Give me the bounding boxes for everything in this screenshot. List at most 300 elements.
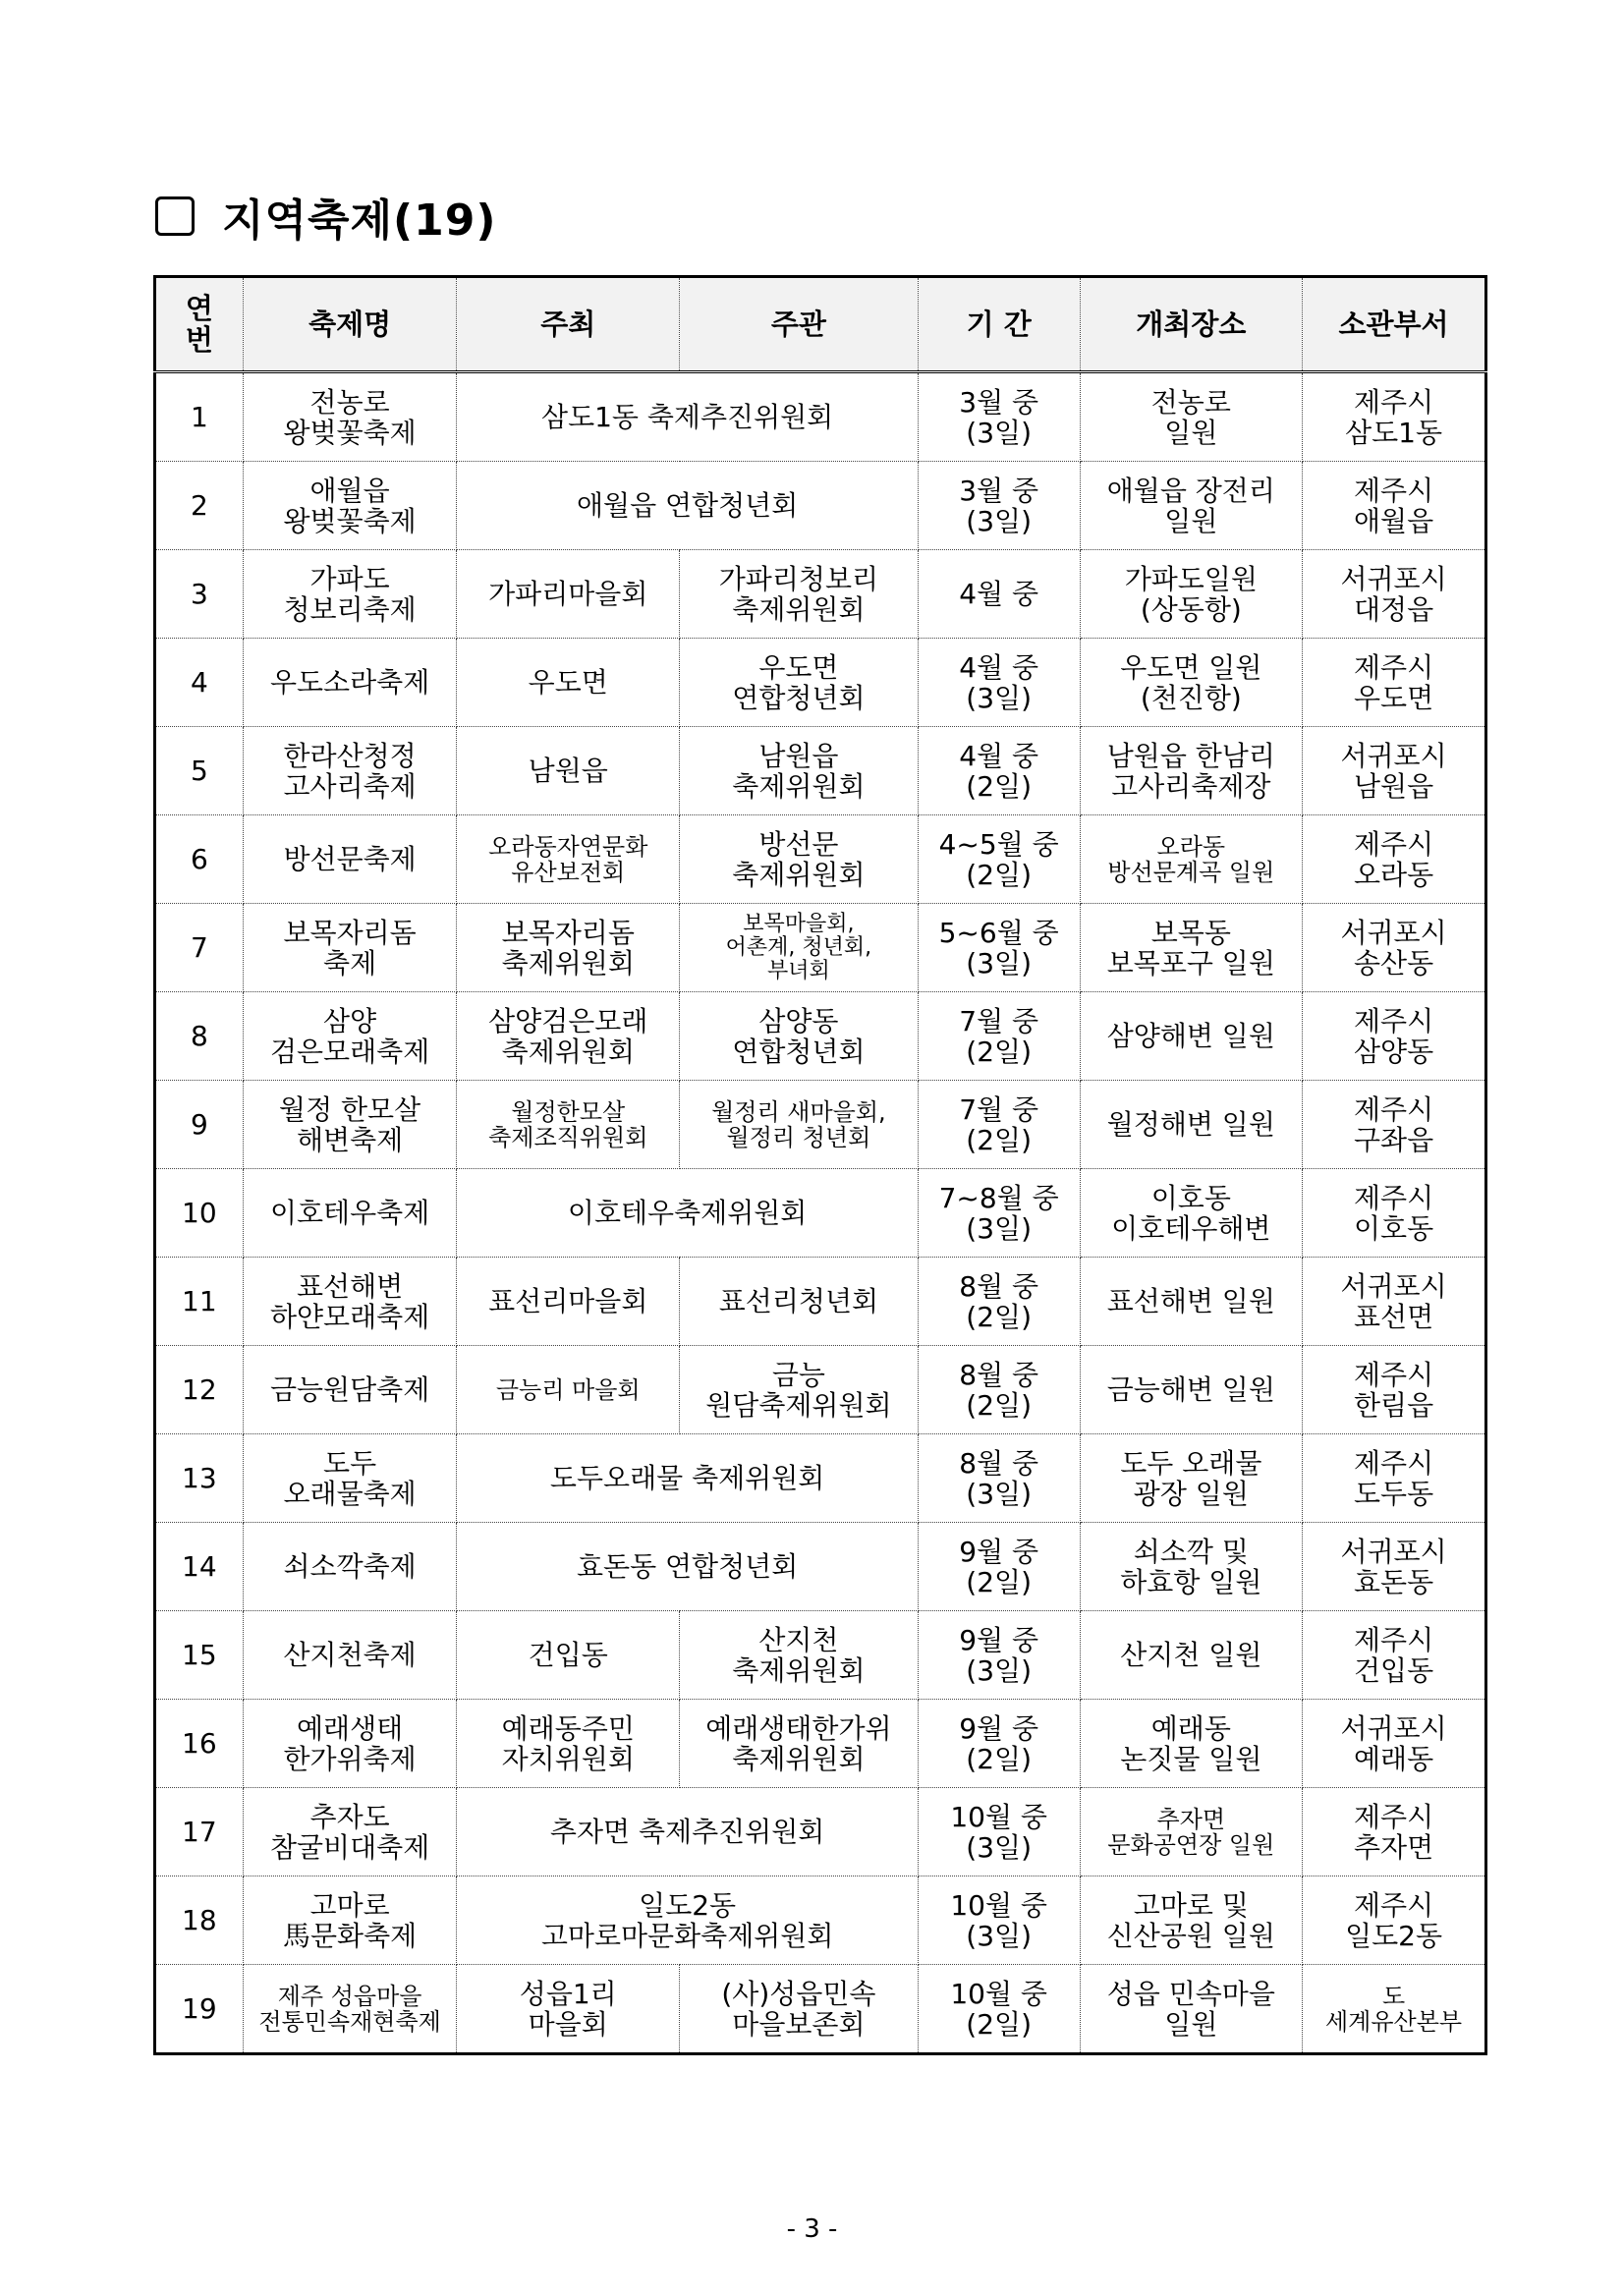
cell-line: 금능 (771, 1358, 825, 1391)
cell-period (918, 1258, 1080, 1346)
cell-order: 4 (155, 639, 244, 727)
cell-line: 서귀포시 (1340, 1269, 1447, 1303)
checkbox-icon (155, 196, 195, 236)
cell-host-organizer: 추자면 축제추진위원회 (457, 1788, 918, 1876)
cell-line: 이호테우축제 (269, 1197, 430, 1229)
cell-period (918, 372, 1080, 462)
cell-line: 축제위원회 (732, 1653, 866, 1687)
cell-order: 3 (155, 550, 244, 639)
cell-dept (1303, 1700, 1486, 1788)
cell-order: 13 (155, 1434, 244, 1523)
cell-order: 10 (155, 1169, 244, 1258)
cell-line: 금능해변 일원 (1106, 1373, 1275, 1406)
cell-line: 오라동 (1353, 858, 1434, 891)
header-order: 연 번 (155, 277, 244, 372)
cell-line: 도 (1381, 1982, 1406, 2010)
cell-line: (2일) (966, 1035, 1033, 1068)
cell-venue (1080, 992, 1303, 1081)
cell-line: 보목포구 일원 (1106, 946, 1275, 980)
cell-dept (1303, 1965, 1486, 2054)
cell-line: 일도2동 (1345, 1919, 1443, 1952)
cell-line: 제주시 (1353, 1446, 1434, 1480)
cell-line: 삼양해변 일원 (1106, 1020, 1275, 1052)
festival-table (153, 275, 1487, 2055)
cell-period (918, 1346, 1080, 1434)
cell-line: 하효항 일원 (1120, 1565, 1262, 1598)
cell-line: 추자면 (1156, 1805, 1226, 1833)
cell-venue (1080, 1258, 1303, 1346)
table-row (155, 1169, 1486, 1258)
cell-line: (3일) (966, 681, 1033, 714)
table-row (155, 639, 1486, 727)
section-title (155, 187, 496, 246)
cell-venue (1080, 1965, 1303, 2054)
cell-line: 남원읍 (758, 739, 839, 772)
table-row (155, 727, 1486, 815)
table-row (155, 1434, 1486, 1523)
cell-order: 18 (155, 1876, 244, 1965)
cell-line: 우도면 (528, 666, 608, 699)
cell-organizer (680, 1258, 919, 1346)
table-header-row (155, 277, 1486, 372)
cell-festival-name (243, 904, 457, 992)
cell-line: 8월 중 (959, 1358, 1039, 1391)
cell-dept (1303, 1611, 1486, 1700)
cell-line: 금능리 마을회 (495, 1375, 641, 1404)
cell-organizer (680, 992, 919, 1081)
cell-line: 제주시 (1353, 1092, 1434, 1126)
cell-venue (1080, 1523, 1303, 1611)
cell-venue (1080, 727, 1303, 815)
cell-line: 효돈동 (1353, 1565, 1434, 1598)
cell-line: 월정리 새마을회, (711, 1097, 886, 1126)
cell-line: 예래생태한가위 (705, 1711, 892, 1745)
cell-line: 예래동주민 (501, 1711, 635, 1745)
cell-line: 10월 중 (950, 1888, 1047, 1922)
cell-line: (3일) (966, 1830, 1033, 1864)
cell-venue (1080, 815, 1303, 904)
cell-line: 8월 중 (959, 1269, 1039, 1303)
cell-period (918, 1700, 1080, 1788)
cell-line: 축제위원회 (732, 858, 866, 891)
cell-line: 예래생태 (297, 1711, 404, 1745)
cell-dept (1303, 1788, 1486, 1876)
cell-line: 월정해변 일원 (1106, 1108, 1275, 1141)
cell-venue (1080, 1700, 1303, 1788)
cell-line: 남원읍 (1353, 769, 1434, 803)
cell-line: 연합청년회 (732, 681, 866, 714)
cell-line: 일원 (1164, 416, 1218, 449)
cell-line: 쇠소깍축제 (283, 1550, 417, 1583)
cell-festival-name (243, 815, 457, 904)
cell-order: 6 (155, 815, 244, 904)
cell-line: 이호동 (1150, 1181, 1231, 1214)
cell-dept (1303, 1523, 1486, 1611)
cell-line: 산지천축제 (283, 1639, 417, 1671)
cell-dept (1303, 462, 1486, 550)
cell-order: 8 (155, 992, 244, 1081)
cell-festival-name (243, 1169, 457, 1258)
cell-line: (3일) (966, 504, 1033, 537)
cell-line: 제주시 (1353, 1004, 1434, 1037)
cell-line: 고마로 및 (1133, 1888, 1249, 1922)
table-row (155, 904, 1486, 992)
cell-period (918, 1788, 1080, 1876)
cell-line: 방선문 (758, 827, 839, 861)
table-row (155, 992, 1486, 1081)
page-title: 지역축제(19) (222, 196, 497, 246)
cell-venue (1080, 550, 1303, 639)
cell-line: 해변축제 (297, 1123, 404, 1156)
cell-period (918, 1876, 1080, 1965)
cell-line: 애월읍 (1353, 504, 1434, 537)
cell-line: 고사리축제장 (1111, 769, 1271, 803)
cell-line: 제주시 (1353, 1800, 1434, 1833)
cell-dept (1303, 550, 1486, 639)
cell-line: 한라산청정 (283, 739, 417, 772)
cell-line: 세계유산본부 (1325, 2007, 1463, 2036)
cell-period (918, 1081, 1080, 1169)
cell-line: (상동항) (1140, 592, 1242, 626)
page-number: - 3 - (786, 2214, 838, 2244)
cell-line: 제주시 (1353, 1623, 1434, 1656)
cell-venue (1080, 1169, 1303, 1258)
cell-dept (1303, 372, 1486, 462)
cell-line: 표선리청년회 (718, 1285, 879, 1317)
cell-line: 한가위축제 (283, 1742, 417, 1775)
cell-line: 제주시 (1353, 650, 1434, 684)
cell-festival-name (243, 1965, 457, 2054)
cell-line: 왕벚꽃축제 (283, 416, 417, 449)
cell-line: 서귀포시 (1340, 916, 1447, 949)
cell-festival-name (243, 639, 457, 727)
cell-line: 우도면 (1353, 681, 1434, 714)
cell-line: 성읍 민속마을 (1106, 1977, 1275, 2010)
header-name: 축제명 (243, 277, 457, 372)
cell-dept (1303, 727, 1486, 815)
cell-venue (1080, 1876, 1303, 1965)
cell-line: 남원읍 한남리 (1106, 739, 1275, 772)
header-organizer: 주관 (680, 277, 919, 372)
cell-line: 보목자리돔 (283, 916, 417, 949)
cell-line: 가파도일원 (1124, 562, 1258, 595)
cell-organizer (680, 904, 919, 992)
cell-venue (1080, 1081, 1303, 1169)
cell-line: 7월 중 (959, 1004, 1039, 1037)
cell-line: 예래동 (1150, 1711, 1231, 1745)
cell-line: 자치위원회 (501, 1742, 635, 1775)
cell-line: 가파도 (309, 562, 390, 595)
cell-venue (1080, 372, 1303, 462)
cell-line: 예래동 (1353, 1742, 1434, 1775)
cell-order: 2 (155, 462, 244, 550)
cell-line: 구좌읍 (1353, 1123, 1434, 1156)
cell-line: 방선문축제 (283, 843, 417, 875)
cell-line: 삼양동 (1353, 1035, 1434, 1068)
cell-host (457, 1346, 680, 1434)
cell-period (918, 904, 1080, 992)
cell-dept (1303, 1081, 1486, 1169)
cell-line: (2일) (966, 1742, 1033, 1775)
cell-period (918, 815, 1080, 904)
table-row (155, 1081, 1486, 1169)
cell-venue (1080, 1434, 1303, 1523)
cell-line: 연합청년회 (732, 1035, 866, 1068)
cell-line: 가파리청보리 (718, 562, 879, 595)
table-row (155, 372, 1486, 462)
cell-host (457, 1258, 680, 1346)
cell-line: 도두 (323, 1446, 377, 1480)
cell-line: 표선면 (1353, 1300, 1434, 1333)
cell-line: 서귀포시 (1340, 739, 1447, 772)
cell-line: 청보리축제 (283, 592, 417, 626)
cell-host (457, 550, 680, 639)
cell-host-organizer: 효돈동 연합청년회 (457, 1523, 918, 1611)
cell-line: 건입동 (528, 1639, 608, 1671)
cell-period (918, 1169, 1080, 1258)
cell-line: 8월 중 (959, 1446, 1039, 1480)
cell-line: 참굴비대축제 (269, 1830, 430, 1864)
cell-line: (3일) (966, 946, 1033, 980)
cell-line: 산지천 (758, 1623, 839, 1656)
cell-host (457, 992, 680, 1081)
table-row (155, 1611, 1486, 1700)
cell-line: 삼양검은모래 (488, 1004, 648, 1037)
cell-line: 축제위원회 (732, 769, 866, 803)
cell-line: (2일) (966, 858, 1033, 891)
cell-host (457, 639, 680, 727)
cell-line: (3일) (966, 416, 1033, 449)
cell-line: 제주시 (1353, 1888, 1434, 1922)
cell-period (918, 639, 1080, 727)
cell-line: 일원 (1164, 504, 1218, 537)
header-period: 기 간 (918, 277, 1080, 372)
cell-line: 오라동자연문화 (488, 832, 648, 861)
cell-organizer (680, 639, 919, 727)
cell-dept (1303, 639, 1486, 727)
table-row (155, 1346, 1486, 1434)
cell-venue (1080, 1346, 1303, 1434)
cell-line: 애월읍 (309, 474, 390, 507)
cell-festival-name (243, 1434, 457, 1523)
cell-line: 건입동 (1353, 1653, 1434, 1687)
cell-line: 신산공원 일원 (1106, 1919, 1275, 1952)
header-dept: 소관부서 (1303, 277, 1486, 372)
cell-line: 오라동 (1156, 832, 1226, 861)
cell-line: 축제위원회 (732, 592, 866, 626)
cell-line: 마을보존회 (732, 2007, 866, 2041)
cell-line: 4~5월 중 (938, 827, 1059, 861)
cell-period (918, 1965, 1080, 2054)
cell-line: 제주시 (1353, 385, 1434, 419)
cell-line: 제주시 (1353, 474, 1434, 507)
cell-dept (1303, 1169, 1486, 1258)
cell-line: 4월 중 (959, 739, 1039, 772)
cell-line: 제주시 (1353, 1181, 1434, 1214)
cell-line: 7~8월 중 (938, 1181, 1059, 1214)
cell-period (918, 992, 1080, 1081)
cell-line: 삼도1동 (1345, 416, 1443, 449)
cell-dept (1303, 1346, 1486, 1434)
cell-period (918, 462, 1080, 550)
cell-period (918, 1611, 1080, 1700)
cell-line: 추자도 (309, 1800, 390, 1833)
cell-line: 제주시 (1353, 1358, 1434, 1391)
cell-festival-name (243, 462, 457, 550)
cell-line: 9월 중 (959, 1623, 1039, 1656)
cell-period (918, 1434, 1080, 1523)
cell-line: 4월 중 (959, 578, 1039, 610)
cell-line: 전농로 (309, 385, 390, 419)
cell-line: 월정한모살 (511, 1097, 626, 1126)
cell-line: 축제 (323, 946, 377, 980)
cell-line: 어촌계, 청년회, (725, 934, 872, 960)
cell-line: 도두동 (1353, 1477, 1434, 1510)
cell-line: 제주 성읍마을 (277, 1982, 422, 2010)
cell-line: (2일) (966, 1565, 1033, 1598)
cell-venue (1080, 462, 1303, 550)
cell-festival-name (243, 1523, 457, 1611)
cell-host (457, 815, 680, 904)
table-row (155, 1788, 1486, 1876)
cell-line: 대정읍 (1353, 592, 1434, 626)
cell-host-organizer: 삼도1동 축제추진위원회 (457, 372, 918, 462)
table-row (155, 550, 1486, 639)
cell-line: 삼양 (323, 1004, 377, 1037)
cell-festival-name (243, 1611, 457, 1700)
cell-line: 전농로 (1150, 385, 1231, 419)
cell-line: 제주시 (1353, 827, 1434, 861)
cell-order: 16 (155, 1700, 244, 1788)
cell-line: 도두 오래물 (1120, 1446, 1262, 1480)
cell-line: 성읍1리 (519, 1977, 617, 2010)
cell-order: 9 (155, 1081, 244, 1169)
cell-line: (3일) (966, 1653, 1033, 1687)
cell-line: 금능원담축제 (269, 1373, 430, 1406)
cell-venue (1080, 904, 1303, 992)
cell-line: 이호테우해변 (1111, 1211, 1271, 1245)
cell-line: (사)성읍민속 (721, 1977, 876, 2010)
cell-line: 보목마을회, (743, 911, 855, 936)
table-row (155, 1258, 1486, 1346)
cell-line: 원담축제위원회 (705, 1388, 892, 1422)
table-row (155, 1700, 1486, 1788)
cell-line: 오래물축제 (283, 1477, 417, 1510)
cell-line: 가파리마을회 (488, 578, 648, 610)
cell-festival-name (243, 1788, 457, 1876)
cell-host (457, 727, 680, 815)
cell-organizer (680, 1081, 919, 1169)
cell-line: (2일) (966, 769, 1033, 803)
cell-line: 보목자리돔 (501, 916, 635, 949)
cell-order: 1 (155, 372, 244, 462)
cell-line: 월정 한모살 (279, 1092, 421, 1126)
cell-line: 표선해변 일원 (1106, 1285, 1275, 1317)
cell-line: 우도소라축제 (269, 666, 430, 699)
cell-festival-name (243, 372, 457, 462)
cell-organizer (680, 815, 919, 904)
cell-line: 서귀포시 (1340, 1711, 1447, 1745)
cell-line: 문화공연장 일원 (1107, 1830, 1275, 1859)
cell-period (918, 727, 1080, 815)
cell-line: 9월 중 (959, 1535, 1039, 1568)
cell-dept (1303, 1876, 1486, 1965)
cell-line: (2일) (966, 1123, 1033, 1156)
cell-line: (3일) (966, 1211, 1033, 1245)
cell-period (918, 550, 1080, 639)
cell-line: (3일) (966, 1477, 1033, 1510)
cell-host-organizer: 이호테우축제위원회 (457, 1169, 918, 1258)
table-row (155, 1965, 1486, 2054)
cell-organizer (680, 727, 919, 815)
cell-line: (2일) (966, 1388, 1033, 1422)
cell-dept (1303, 1434, 1486, 1523)
cell-period (918, 1523, 1080, 1611)
cell-festival-name (243, 727, 457, 815)
cell-line: 서귀포시 (1340, 1535, 1447, 1568)
cell-line: 3월 중 (959, 385, 1039, 419)
cell-line: 하얀모래축제 (269, 1300, 430, 1333)
cell-host (457, 904, 680, 992)
cell-order: 12 (155, 1346, 244, 1434)
cell-line: 삼양동 (758, 1004, 839, 1037)
cell-line: 축제위원회 (501, 1035, 635, 1068)
cell-dept (1303, 904, 1486, 992)
cell-dept (1303, 992, 1486, 1081)
cell-line: 3월 중 (959, 474, 1039, 507)
cell-festival-name (243, 1876, 457, 1965)
cell-order: 15 (155, 1611, 244, 1700)
table-row (155, 1876, 1486, 1965)
cell-line: 송산동 (1353, 946, 1434, 980)
cell-line: 산지천 일원 (1120, 1639, 1262, 1671)
cell-line: 서귀포시 (1340, 562, 1447, 595)
cell-line: 마을회 (528, 2007, 608, 2041)
cell-line: 우도면 (758, 650, 839, 684)
cell-festival-name (243, 992, 457, 1081)
cell-host (457, 1081, 680, 1169)
cell-line: 월정리 청년회 (726, 1123, 871, 1151)
cell-line: 우도면 일원 (1120, 650, 1262, 684)
cell-line: 남원읍 (528, 755, 608, 787)
cell-line: 축제위원회 (501, 946, 635, 980)
cell-line: 표선해변 (297, 1269, 404, 1303)
cell-line: 전통민속재현축제 (258, 2007, 441, 2036)
cell-line: 축제위원회 (732, 1742, 866, 1775)
cell-venue (1080, 639, 1303, 727)
cell-venue (1080, 1788, 1303, 1876)
cell-host (457, 1611, 680, 1700)
cell-line: 유산보전회 (511, 858, 626, 886)
cell-line: (3일) (966, 1919, 1033, 1952)
cell-organizer (680, 1611, 919, 1700)
cell-line: 9월 중 (959, 1711, 1039, 1745)
cell-line: 축제조직위원회 (488, 1123, 648, 1151)
cell-host (457, 1965, 680, 2054)
cell-organizer (680, 1965, 919, 2054)
cell-order: 7 (155, 904, 244, 992)
cell-line: 고마로마문화축제위원회 (540, 1919, 834, 1952)
cell-line: 검은모래축제 (269, 1035, 430, 1068)
cell-festival-name (243, 1700, 457, 1788)
cell-festival-name (243, 1258, 457, 1346)
cell-line: 부녀회 (767, 958, 830, 983)
cell-order: 19 (155, 1965, 244, 2054)
cell-line: 표선리마을회 (488, 1285, 648, 1317)
cell-line: 고마로 (309, 1888, 390, 1922)
cell-dept (1303, 815, 1486, 904)
cell-line: 왕벚꽃축제 (283, 504, 417, 537)
